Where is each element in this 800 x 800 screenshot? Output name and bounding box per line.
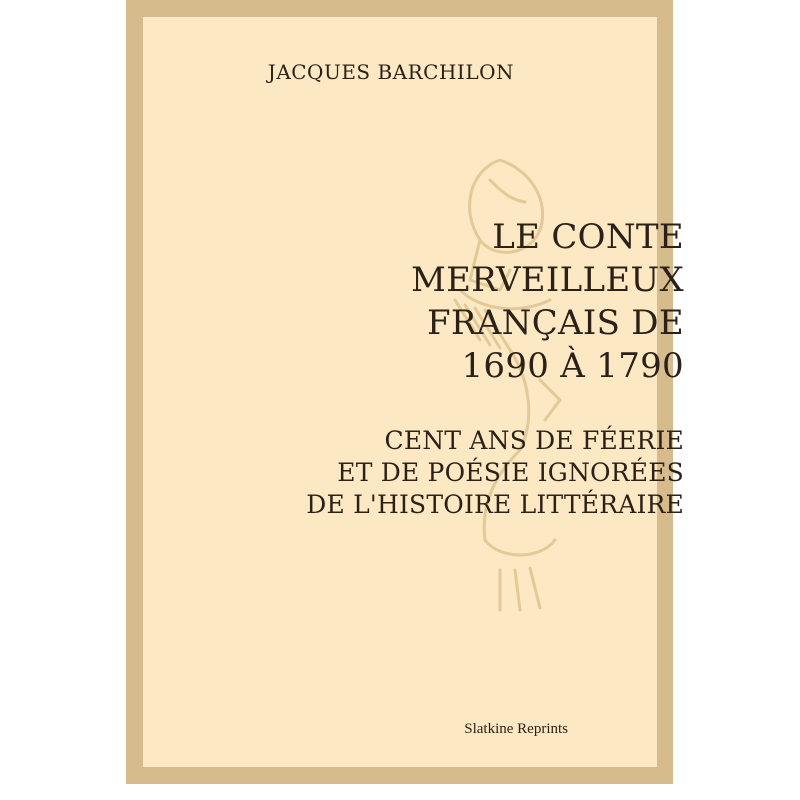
author-name: JACQUES BARCHILON xyxy=(267,60,514,84)
cover-panel xyxy=(143,17,657,767)
title-line: 1690 À 1790 xyxy=(461,346,684,386)
subtitle-line: CENT ANS DE FÉERIE xyxy=(384,426,684,455)
book-cover xyxy=(126,0,673,784)
title-line: FRANÇAIS DE xyxy=(427,303,684,343)
title-line: LE CONTE xyxy=(492,217,684,257)
publisher-name: Slatkine Reprints xyxy=(464,721,568,737)
subtitle-line: DE L'HISTOIRE LITTÉRAIRE xyxy=(306,490,684,519)
title-line: MERVEILLEUX xyxy=(411,260,684,300)
book-subtitle xyxy=(306,425,684,521)
subtitle-line: ET DE POÉSIE IGNORÉES xyxy=(337,458,684,487)
book-title xyxy=(411,216,684,388)
